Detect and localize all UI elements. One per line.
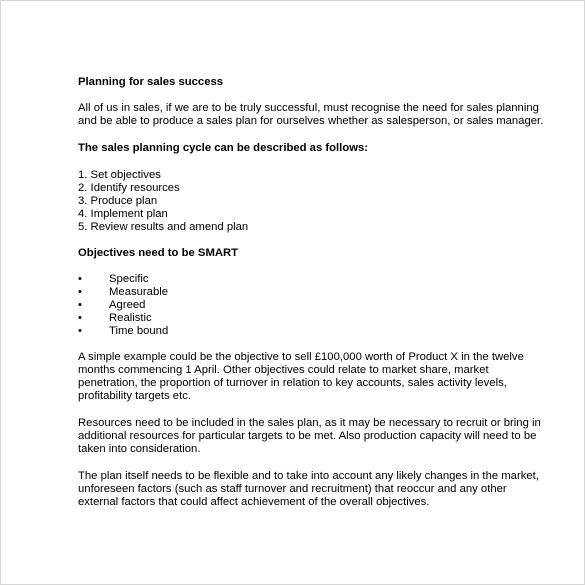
list-item: 4. Implement plan: [78, 208, 168, 220]
smart-item-label: Specific: [109, 273, 149, 285]
list-item: 2. Identify resources: [78, 182, 180, 194]
smart-item-label: Realistic: [109, 312, 152, 324]
flexibility-paragraph: The plan itself needs to be flexible and to take into account any likely changes in the market, unforeseen factors (such as staff turnover and recruitment) that reoccur and any other external factors that could affect achievement of the overall objectives.: [78, 470, 539, 508]
bullet-icon: •: [78, 273, 82, 285]
smart-item-label: Time bound: [109, 325, 169, 337]
smart-item-label: Measurable: [109, 286, 169, 298]
list-item: [78, 312, 548, 325]
list-item: [78, 325, 548, 338]
bullet-icon: •: [78, 312, 82, 324]
bullet-icon: •: [78, 325, 82, 337]
smart-heading: Objectives need to be SMART: [78, 247, 239, 259]
document-title: Planning for sales success: [78, 76, 224, 88]
list-item: 5. Review results and amend plan: [78, 221, 249, 233]
smart-item-label: Agreed: [109, 299, 146, 311]
resources-paragraph: Resources need to be included in the sales plan, as it may be necessary to recruit or bring in additional resources for particular targets to be met. Also production capacity will need to be taken into consideration.: [78, 417, 541, 455]
bullet-icon: •: [78, 299, 82, 311]
cycle-heading: The sales planning cycle can be described as follows:: [78, 142, 369, 154]
bullet-icon: •: [78, 286, 82, 298]
list-item: [78, 299, 548, 312]
list-item: 3. Produce plan: [78, 195, 158, 207]
example-paragraph: A simple example could be the objective to sell £100,000 worth of Product X in the twelve months commencing 1 April. Other objectives could relate to market share, market penetration, the proportion of turnover in relation to key accounts, sales activity levels, profitability targets etc.: [78, 351, 524, 402]
list-item: [78, 286, 548, 299]
smart-list: [78, 273, 548, 338]
intro-paragraph: All of us in sales, if we are to be truly successful, must recognise the need for sales planning and be able to produce a sales plan for ourselves whether as salesperson, or sales manager.: [78, 102, 544, 127]
list-item: [78, 273, 548, 286]
document-body: [78, 76, 548, 509]
cycle-steps-list: [78, 169, 548, 234]
list-item: 1. Set objectives: [78, 169, 161, 181]
